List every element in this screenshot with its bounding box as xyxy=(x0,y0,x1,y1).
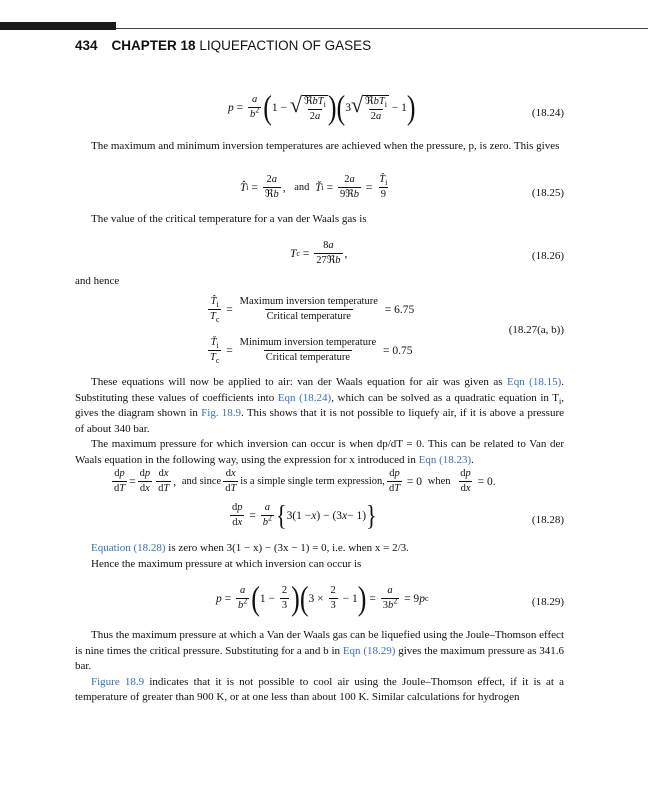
paragraph-text: , which can be solved as a quadratic equation in T xyxy=(331,391,560,404)
running-header xyxy=(75,38,371,54)
equation-number: (18.27(a, b)) xyxy=(508,324,564,336)
header-rule xyxy=(116,28,648,29)
fraction-numerator: Minimum inversion temperature xyxy=(239,337,377,348)
eqn-link[interactable]: Eqn (18.29) xyxy=(342,644,396,657)
paragraph-text: Hence the maximum pressure at which inversion can occur is xyxy=(91,557,362,570)
paragraph xyxy=(75,628,564,706)
equation-18-27a: $\frac{T̂_i}{T_c}$ = $\frac{\text{Maximum inversion temperature}}{\text{Critical temperature}}$ = 6.75 xyxy=(210,296,415,325)
paragraph-text: These equations will now be applied to air: van der Waals equation for air was given as xyxy=(91,376,507,388)
paragraph xyxy=(75,274,564,290)
equation-value: = 0.75 xyxy=(383,344,413,357)
equation-number: (18.25) xyxy=(531,187,564,199)
equation-18-27b: $\frac{Ť_i}{T_c}$ = $\frac{\text{Minimum inversion temperature}}{\text{Critical temperature}}$ = 0.75 xyxy=(210,337,413,366)
paragraph-text: The maximum and minimum inversion temperatures are achieved when the pressure, p, is zero. This gives xyxy=(91,140,560,152)
equation-connector: when xyxy=(427,475,451,487)
paragraph xyxy=(75,541,564,572)
paragraph-text: is zero when 3(1 − x) − (3x − 1) = 0, i.e. when x = 2/3. xyxy=(165,542,409,554)
paragraph-text: . This shows that it is not possible to liquefy air, if it is above a pressure of about 340 bar. xyxy=(75,407,564,435)
equation-connector: and xyxy=(294,181,310,193)
chapter-title: LIQUEFACTION OF GASES xyxy=(199,38,372,53)
equation-18-25: T̂ i = $\frac{2a}{\text{ℜb}}$ , and Ť i = $\frac{2a}{\text{9ℜb}}$ = $\frac{T̂_i}{9}$ xyxy=(240,174,388,200)
paragraph-text: . xyxy=(471,453,474,466)
equation-derivative: $\frac{dp}{dT}$ = $\frac{dp}{dx}$ $\frac{dx}{dT}$ , and since $\frac{dx}{dT}$ is a simple single term expression, $\frac{dp}{dT}$ = 0 when $\frac{dp}{dx}$ = 0. xyxy=(114,468,496,494)
equation-number: (18.28) xyxy=(531,514,564,526)
header-bar xyxy=(0,22,116,30)
subscript: i xyxy=(559,396,562,406)
equation-number: (18.26) xyxy=(531,250,564,262)
equation-number: (18.24) xyxy=(531,107,564,119)
equation-18-26: T c = $\frac{8a}{\text{27ℜb}}$ , xyxy=(290,240,348,266)
paragraph-text: Thus the maximum pressure at which a Van der Waals gas can be liquefied using the Joule–Thomson effect is nine times the critical pressure. Substituting for a and b in xyxy=(75,629,564,657)
paragraph-text: indicates that it is not possible to cool air using the Joule–Thomson effect, if it is at a temperature of greater than 900 K, or at one less than about 100 K. Similar calculations for hydrogen xyxy=(75,675,564,704)
paragraph xyxy=(75,139,564,155)
equation-18-28: $\frac{dp}{dx}$ = $\frac{a}{b^2}$ { 3(1 − x ) − (3 x − 1) } xyxy=(232,498,377,532)
equation-number: (18.29) xyxy=(531,596,564,608)
eqn-link[interactable]: Eqn (18.15) xyxy=(506,376,562,388)
eqn-link[interactable]: Equation (18.28) xyxy=(91,542,166,554)
equation-value: = 6.75 xyxy=(384,303,415,316)
paragraph xyxy=(75,375,564,469)
page-number: 434 xyxy=(75,38,98,53)
paragraph-text: and hence xyxy=(75,275,120,287)
paragraph-text: , gives the diagram shown in xyxy=(75,391,565,420)
paragraph xyxy=(75,212,564,228)
chapter-label: CHAPTER 18 xyxy=(111,38,196,53)
paragraph-text: . Substituting these values of coefficients into xyxy=(75,376,565,404)
paragraph-text: The value of the critical temperature for a van der Waals gas is xyxy=(91,213,367,225)
eqn-link[interactable]: Eqn (18.23) xyxy=(418,453,472,466)
equation-connector: and since xyxy=(181,475,222,487)
paragraph-text: The maximum pressure for which inversion can occur is when dp/dT = 0. This can be related to Van der Waals equation in the following way, using the expression for x introduced in xyxy=(75,438,564,466)
fraction-numerator: Maximum inversion temperature xyxy=(239,296,378,307)
fraction-denominator: Critical temperature xyxy=(266,311,351,322)
paragraph-text: gives the maximum pressure as 341.6 bar. xyxy=(75,644,564,673)
figure-link[interactable]: Figure 18.9 xyxy=(91,675,145,688)
equation-18-29: p = $\frac{a}{b^2}$ ( 1 − $\frac{2}{3}$ ) ( 3 × $\frac{2}{3}$ − 1 ) = $\frac{a}{3b^2}$ = 9 p c xyxy=(216,579,429,617)
eqn-link[interactable]: Eqn (18.24) xyxy=(277,391,332,404)
figure-link[interactable]: Fig. 18.9 xyxy=(201,407,242,420)
equation-18-24: p = $\frac{a}{b^2}$ ( 1 − √ $\frac{ℜbT_i}{2a}$ ) ( 3 √ $\frac{ℜbT_i}{2a}$ − 1 ) xyxy=(228,88,416,126)
fraction-denominator: Critical temperature xyxy=(265,352,351,363)
equation-connector: is a simple single term expression, xyxy=(240,475,385,487)
